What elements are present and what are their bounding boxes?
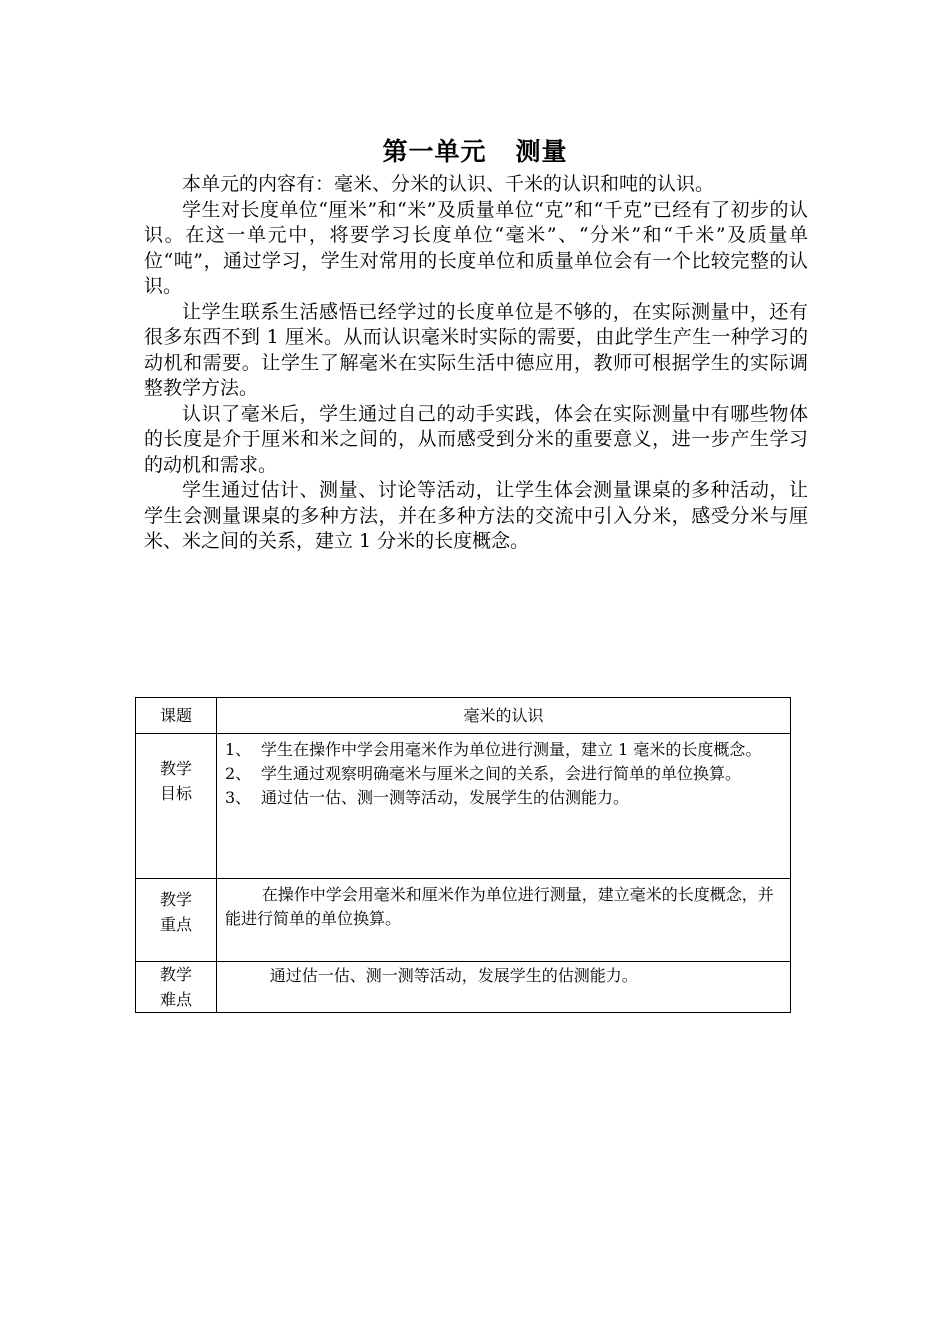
paragraph: 学生对长度单位“厘米”和“米”及质量单位“克”和“千克”已经有了初步的认识。在这一单元中，将要学习长度单位“毫米”、“分米”和“千米”及质量单位“吨”，通过学习，学生对常用的长度单位和质量单位会有一个比较完整的认识。 [144,198,808,297]
difficulty-label-cell [136,962,217,1013]
list-number: 2、 [225,764,252,783]
goals-list [217,734,790,810]
difficulty-label: 教学难点 [159,965,192,1009]
key-point-text: 在操作中学会用毫米和厘米作为单位进行测量，建立毫米的长度概念，并能进行简单的单位换算。 [217,879,791,962]
list-item [225,786,782,810]
table-row [136,879,791,962]
page-title: 第一单元 测量 [382,137,568,166]
list-number: 1、 [225,740,252,759]
table-row [136,734,791,879]
key-label-cell [136,879,217,962]
lesson-plan-table [135,697,791,1013]
paragraph: 让学生联系生活感悟已经学过的长度单位是不够的，在实际测量中，还有很多东西不到 1 厘米。从而认识毫米时实际的需要，由此学生产生一种学习的动机和需要。让学生了解毫米在实际生活中德应用，教师可根据学生的实际调整教学方法。 [144,300,808,399]
unit-introduction [144,172,808,555]
topic-value: 毫米的认识 [217,698,791,734]
list-item [225,762,782,786]
list-text: 通过估一估、测一测等活动，发展学生的估测能力。 [261,788,630,807]
list-number: 3、 [225,788,252,807]
list-item [225,738,782,762]
table-row [136,962,791,1013]
difficulty-text: 通过估一估、测一测等活动，发展学生的估测能力。 [217,962,791,1013]
table-row [136,698,791,734]
goals-label-cell [136,734,217,879]
paragraph: 本单元的内容有：毫米、分米的认识、千米的认识和吨的认识。 [182,173,715,195]
goals-label: 教学目标 [159,759,192,803]
topic-label: 课题 [136,698,217,734]
list-text: 学生通过观察明确毫米与厘米之间的关系，会进行简单的单位换算。 [261,764,742,783]
goals-cell [217,734,791,879]
list-text: 学生在操作中学会用毫米作为单位进行测量，建立 1 毫米的长度概念。 [261,740,762,759]
key-label: 教学重点 [159,890,192,934]
paragraph: 学生通过估计、测量、讨论等活动，让学生体会测量课桌的多种活动，让学生会测量课桌的多种方法，并在多种方法的交流中引入分米，感受分米与厘米、米之间的关系，建立 1 分米的长度概念。 [144,479,808,552]
paragraph: 认识了毫米后，学生通过自己的动手实践，体会在实际测量中有哪些物体的长度是介于厘米和米之间的，从而感受到分米的重要意义，进一步产生学习的动机和需求。 [144,402,808,476]
